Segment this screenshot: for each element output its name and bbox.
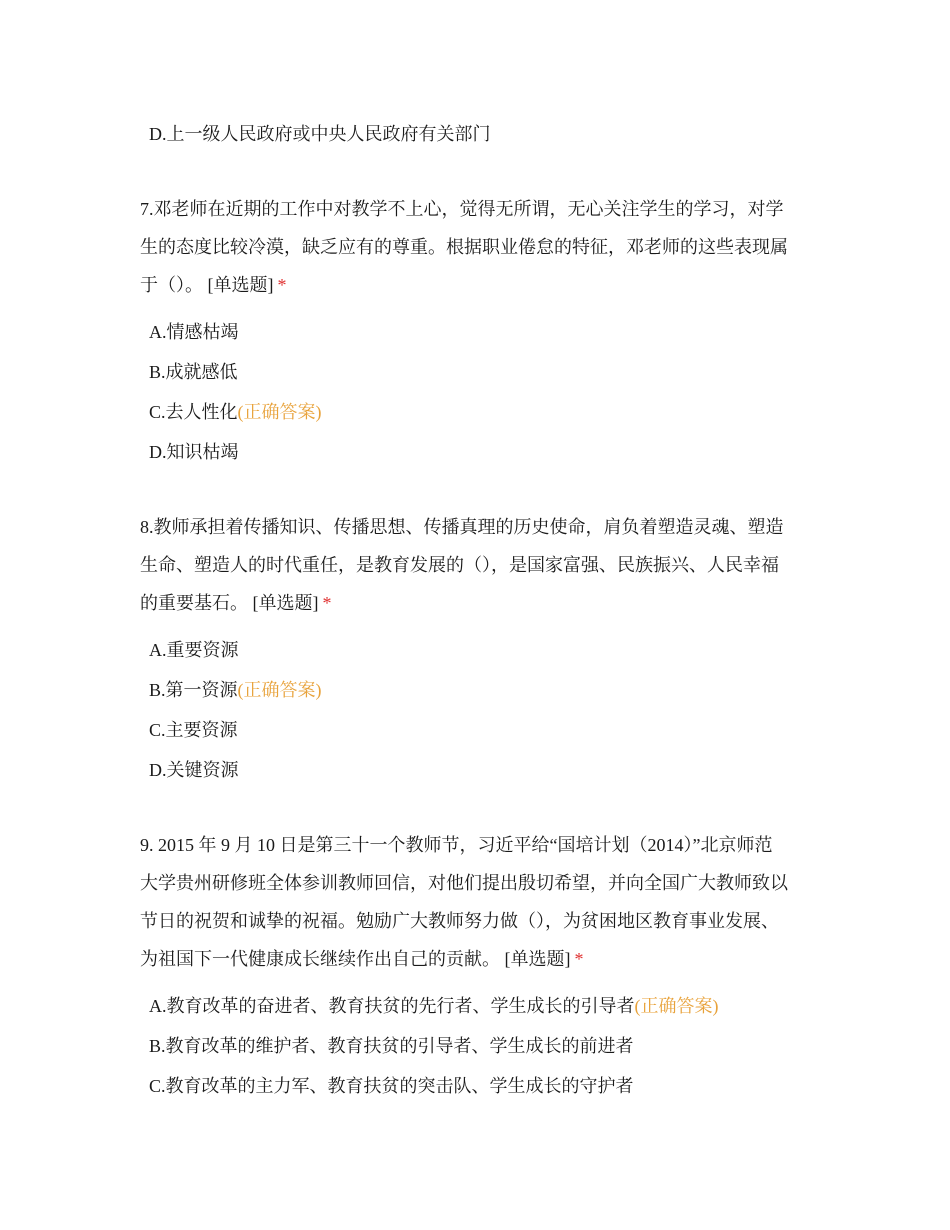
option-text: D.知识枯竭	[149, 442, 239, 462]
question-line	[140, 940, 820, 978]
option-text: A.情感枯竭	[149, 322, 239, 342]
required-mark: *	[574, 949, 584, 969]
question-7	[140, 190, 820, 304]
option-a	[149, 994, 719, 1018]
option-text: C.教育改革的主力军、教育扶贫的突击队、学生成长的守护者	[149, 1076, 634, 1096]
question-8	[140, 508, 820, 622]
option-text: A.教育改革的奋进者、教育扶贫的先行者、学生成长的引导者	[149, 996, 635, 1016]
question-line: 生命、塑造人的时代重任，是教育发展的（），是国家富强、民族振兴、人民幸福	[140, 555, 779, 575]
question-line: 节日的祝贺和诚挚的祝福。勉励广大教师努力做（），为贫困地区教育事业发展、	[140, 911, 779, 931]
option-text: C.去人性化	[149, 402, 238, 422]
option-c	[149, 400, 322, 424]
option-a	[149, 638, 239, 662]
correct-answer-label: (正确答案)	[237, 402, 322, 422]
question-line: 8.教师承担着传播知识、传播思想、传播真理的历史使命，肩负着塑造灵魂、塑造	[140, 517, 784, 537]
option-b	[149, 1034, 634, 1058]
option-a	[149, 320, 239, 344]
question-type-tag: [单选题]	[207, 275, 274, 295]
option-d	[149, 440, 239, 464]
question-line: 生的态度比较冷漠，缺乏应有的尊重。根据职业倦怠的特征，邓老师的这些表现属	[140, 237, 788, 257]
option-text: C.主要资源	[149, 720, 238, 740]
question-text: 的重要基石。	[140, 593, 248, 613]
correct-answer-label: (正确答案)	[237, 680, 322, 700]
option-c	[149, 1074, 634, 1098]
option-d-prev	[149, 122, 491, 146]
option-b	[149, 360, 238, 384]
option-text: D.关键资源	[149, 760, 239, 780]
option-text: A.重要资源	[149, 640, 239, 660]
option-text: B.成就感低	[149, 362, 238, 382]
question-line: 9. 2015 年 9 月 10 日是第三十一个教师节，习近平给“国培计划（2014）”北京师范	[140, 835, 773, 855]
question-text: 于（）。	[140, 275, 203, 295]
question-type-tag: [单选题]	[504, 949, 571, 969]
question-line: 7.邓老师在近期的工作中对教学不上心，觉得无所谓，无心关注学生的学习，对学	[140, 199, 784, 219]
question-line	[140, 266, 820, 304]
question-text: 为祖国下一代健康成长继续作出自己的贡献。	[140, 949, 500, 969]
option-d	[149, 758, 239, 782]
question-line: 大学贵州研修班全体参训教师回信，对他们提出殷切希望，并向全国广大教师致以	[140, 873, 788, 893]
required-mark: *	[277, 275, 287, 295]
option-c	[149, 718, 238, 742]
correct-answer-label: (正确答案)	[634, 996, 719, 1016]
question-9	[140, 826, 820, 978]
option-text: D.上一级人民政府或中央人民政府有关部门	[149, 124, 491, 144]
option-b	[149, 678, 322, 702]
question-type-tag: [单选题]	[252, 593, 319, 613]
option-text: B.教育改革的维护者、教育扶贫的引导者、学生成长的前进者	[149, 1036, 634, 1056]
option-text: B.第一资源	[149, 680, 238, 700]
question-line	[140, 584, 820, 622]
required-mark: *	[322, 593, 332, 613]
